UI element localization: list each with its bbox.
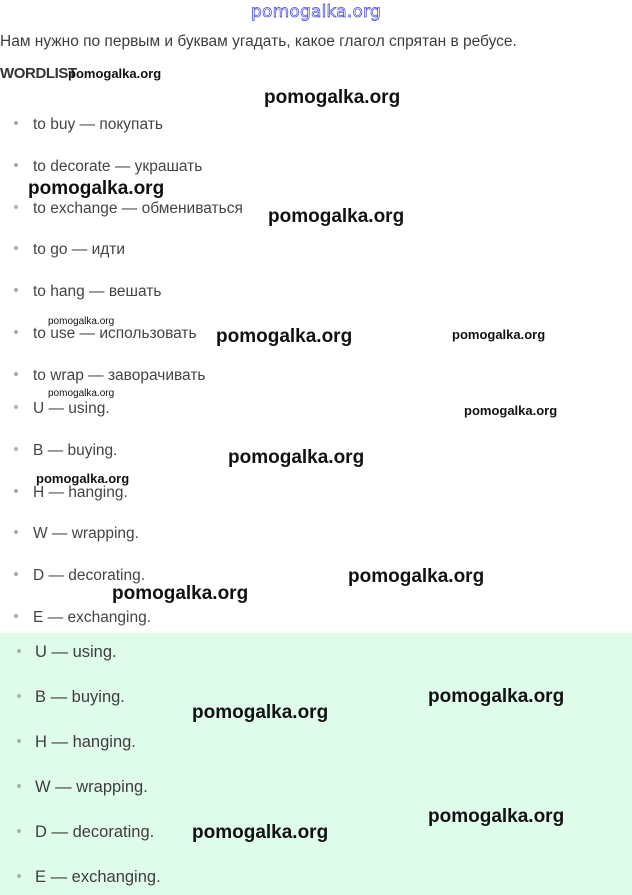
list-item-text: W — wrapping. <box>33 525 139 542</box>
bullet-icon <box>14 447 18 451</box>
bullet-icon <box>14 572 18 576</box>
bullet-icon <box>17 829 21 833</box>
list-item-text: B — buying. <box>33 442 118 459</box>
answer-item <box>17 867 161 887</box>
list-item-text: to use — использовать <box>33 325 197 342</box>
watermark: pomogalka.org <box>264 87 401 108</box>
bullet-icon <box>14 489 18 493</box>
bullet-icon <box>14 330 18 334</box>
watermark: pomogalka.org <box>216 326 353 347</box>
list-item <box>14 324 197 344</box>
bullet-icon <box>17 874 21 878</box>
bullet-icon <box>14 405 18 409</box>
watermark: pomogalka.org <box>192 822 329 843</box>
answer-item <box>17 822 154 842</box>
watermark: pomogalka.org <box>36 471 130 486</box>
watermark: pomogalka.org <box>428 806 565 827</box>
list-item <box>14 115 163 135</box>
answer-item <box>17 642 117 662</box>
answer-text: D — decorating. <box>35 823 155 841</box>
list-item <box>14 608 151 628</box>
answer-text: U — using. <box>35 643 117 661</box>
watermark: pomogalka.org <box>48 316 115 327</box>
watermark: pomogalka.org <box>348 566 485 587</box>
bullet-icon <box>14 530 18 534</box>
bullet-icon <box>17 784 21 788</box>
bullet-icon <box>14 288 18 292</box>
watermark: pomogalka.org <box>112 583 249 604</box>
answer-text: H — hanging. <box>35 733 136 751</box>
list-item-text: E — exchanging. <box>33 609 152 626</box>
list-item-text: to buy — покупать <box>33 116 163 133</box>
list-item <box>14 199 243 219</box>
bullet-icon <box>17 739 21 743</box>
answer-item <box>17 732 136 752</box>
intro-text: Нам нужно по первым и буквам угадать, какое глагол спрятан в ребусе. <box>0 33 517 50</box>
list-item <box>14 566 145 586</box>
list-item <box>14 157 202 177</box>
list-item <box>14 366 206 386</box>
bullet-icon <box>17 649 21 653</box>
list-item <box>14 441 117 461</box>
watermark: pomogalka.org <box>28 178 165 199</box>
bullet-icon <box>14 246 18 250</box>
bullet-icon <box>14 163 18 167</box>
bullet-icon <box>14 614 18 618</box>
watermark: pomogalka.org <box>48 388 115 399</box>
bullet-icon <box>17 694 21 698</box>
list-item <box>14 282 161 302</box>
site-header-link[interactable]: pomogalka.org <box>251 2 381 22</box>
list-item-text: to decorate — украшать <box>33 158 203 175</box>
list-item-text: to go — идти <box>33 241 126 258</box>
answer-text: E — exchanging. <box>35 868 161 886</box>
watermark: pomogalka.org <box>452 327 546 342</box>
bullet-icon <box>14 205 18 209</box>
watermark: pomogalka.org <box>228 447 365 468</box>
answer-text: W — wrapping. <box>35 778 148 796</box>
list-item <box>14 240 125 260</box>
list-item-text: to hang — вешать <box>33 283 162 300</box>
watermark: pomogalka.org <box>192 702 329 723</box>
answer-item <box>17 687 125 707</box>
list-item <box>14 399 110 419</box>
list-item-text: D — decorating. <box>33 567 145 584</box>
wordlist-heading: WORDLIST <box>0 65 77 82</box>
watermark: pomogalka.org <box>464 403 558 418</box>
bullet-icon <box>14 372 18 376</box>
answer-text: B — buying. <box>35 688 125 706</box>
bullet-icon <box>14 121 18 125</box>
answer-panel <box>0 633 632 895</box>
list-item <box>14 524 139 544</box>
list-item-text: to exchange — обмениваться <box>33 200 243 217</box>
list-item-text: U — using. <box>33 400 110 417</box>
list-item <box>14 483 128 503</box>
watermark: pomogalka.org <box>428 686 565 707</box>
answer-item <box>17 777 148 797</box>
list-item-text: to wrap — заворачивать <box>33 367 206 384</box>
list-item-text: H — hanging. <box>33 484 128 501</box>
watermark: pomogalka.org <box>268 206 405 227</box>
watermark: pomogalka.org <box>68 66 162 81</box>
